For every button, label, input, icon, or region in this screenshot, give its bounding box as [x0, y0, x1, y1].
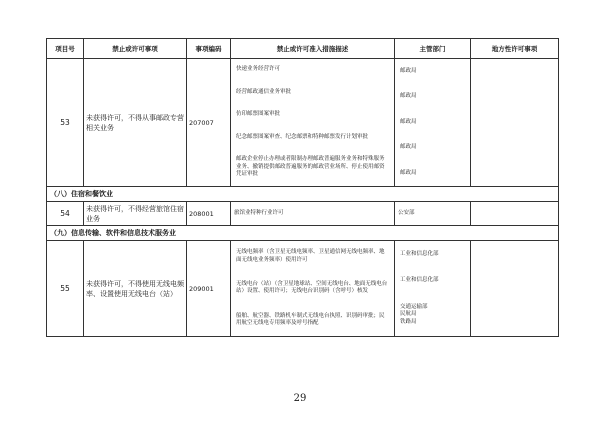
measure-desc: 仿印邮票图案审批: [236, 111, 281, 118]
row-54-code: 208001: [187, 202, 231, 226]
measure-dept: 公安部: [395, 202, 471, 226]
measure-desc: 快递业务经营许可: [236, 66, 281, 73]
section-9-title: （九）信息传输、软件和信息技术服务业: [47, 226, 559, 241]
measure-dept: 交通运输部 民航局 铁路局: [400, 303, 428, 325]
section-row: [47, 187, 559, 202]
row-55-no: 55: [47, 241, 84, 337]
table-header-row: [47, 39, 559, 59]
row-55-local: [471, 241, 559, 337]
section-row: [47, 226, 559, 241]
market-access-table: [46, 38, 559, 337]
table-row: [47, 59, 559, 187]
measure-desc: 邮政企业停止办理或者限制办理邮政普遍服务业务和特殊服务业务、撤销提供邮政普遍服务的邮政营业场所、停止使用邮资凭证审批: [236, 156, 385, 177]
measure-desc: 旅馆业特种行业许可: [231, 202, 395, 226]
measure-desc: 无线电频率（含卫星无线电频率、卫星通信网无线电频率、地面无线电业务频率）使用许可: [236, 249, 385, 263]
measure-dept: 邮政局: [400, 144, 417, 151]
measure-desc: 无线电台（站）（含卫星地球站、空间无线电台、地面无线电台站）设置、使用许可；无线电台识别码（含呼号）核发: [236, 280, 388, 295]
page-number: 29: [293, 393, 307, 404]
header-dept: 主管部门: [395, 39, 471, 59]
row-55-depts: [397, 241, 468, 336]
measure-dept: 邮政局: [400, 169, 417, 176]
measure-dept: 邮政局: [400, 118, 417, 125]
row-55-measures: [233, 241, 392, 336]
row-54-no: 54: [47, 202, 84, 226]
measure-desc: 船舶、航空器、铁路机车制式无线电台执照、识别码审批；民用航空无线电专用频率及呼号指配: [236, 312, 385, 327]
measure-dept: 工业和信息化部: [400, 277, 439, 284]
measure-desc: 纪念邮票图案审查、纪念邮票和特种邮票发行计划审批: [236, 133, 369, 140]
header-item: 禁止或许可事项: [84, 39, 187, 59]
row-53-code: 207007: [187, 59, 231, 187]
header-local: 地方性许可事项: [471, 39, 559, 59]
table-row: [47, 202, 559, 226]
row-53-measures: [233, 59, 392, 186]
row-53-local: [471, 59, 559, 187]
row-54-item: 未获得许可，不得经营旅馆住宿业务: [84, 202, 187, 226]
row-55-code: 209001: [187, 241, 231, 337]
row-53-depts: [397, 59, 468, 186]
row-53-item: 未获得许可，不得从事邮政专营相关业务: [84, 59, 187, 187]
measure-dept: 邮政局: [400, 67, 417, 74]
row-55-item: 未获得许可，不得使用无线电频率、设置使用无线电台（站）: [84, 241, 187, 337]
table-row: [47, 241, 559, 337]
section-8-title: （八）住宿和餐饮业: [47, 187, 559, 202]
measure-dept: 邮政局: [400, 93, 417, 100]
measure-dept: 工业和信息化部: [400, 250, 439, 257]
measure-desc: 经营邮政通信业务审批: [236, 88, 292, 95]
header-code: 事项编码: [187, 39, 231, 59]
header-desc: 禁止或许可准入措施描述: [231, 39, 395, 59]
row-53-no: 53: [47, 59, 84, 187]
header-no: 项目号: [47, 39, 84, 59]
row-54-local: [471, 202, 559, 226]
